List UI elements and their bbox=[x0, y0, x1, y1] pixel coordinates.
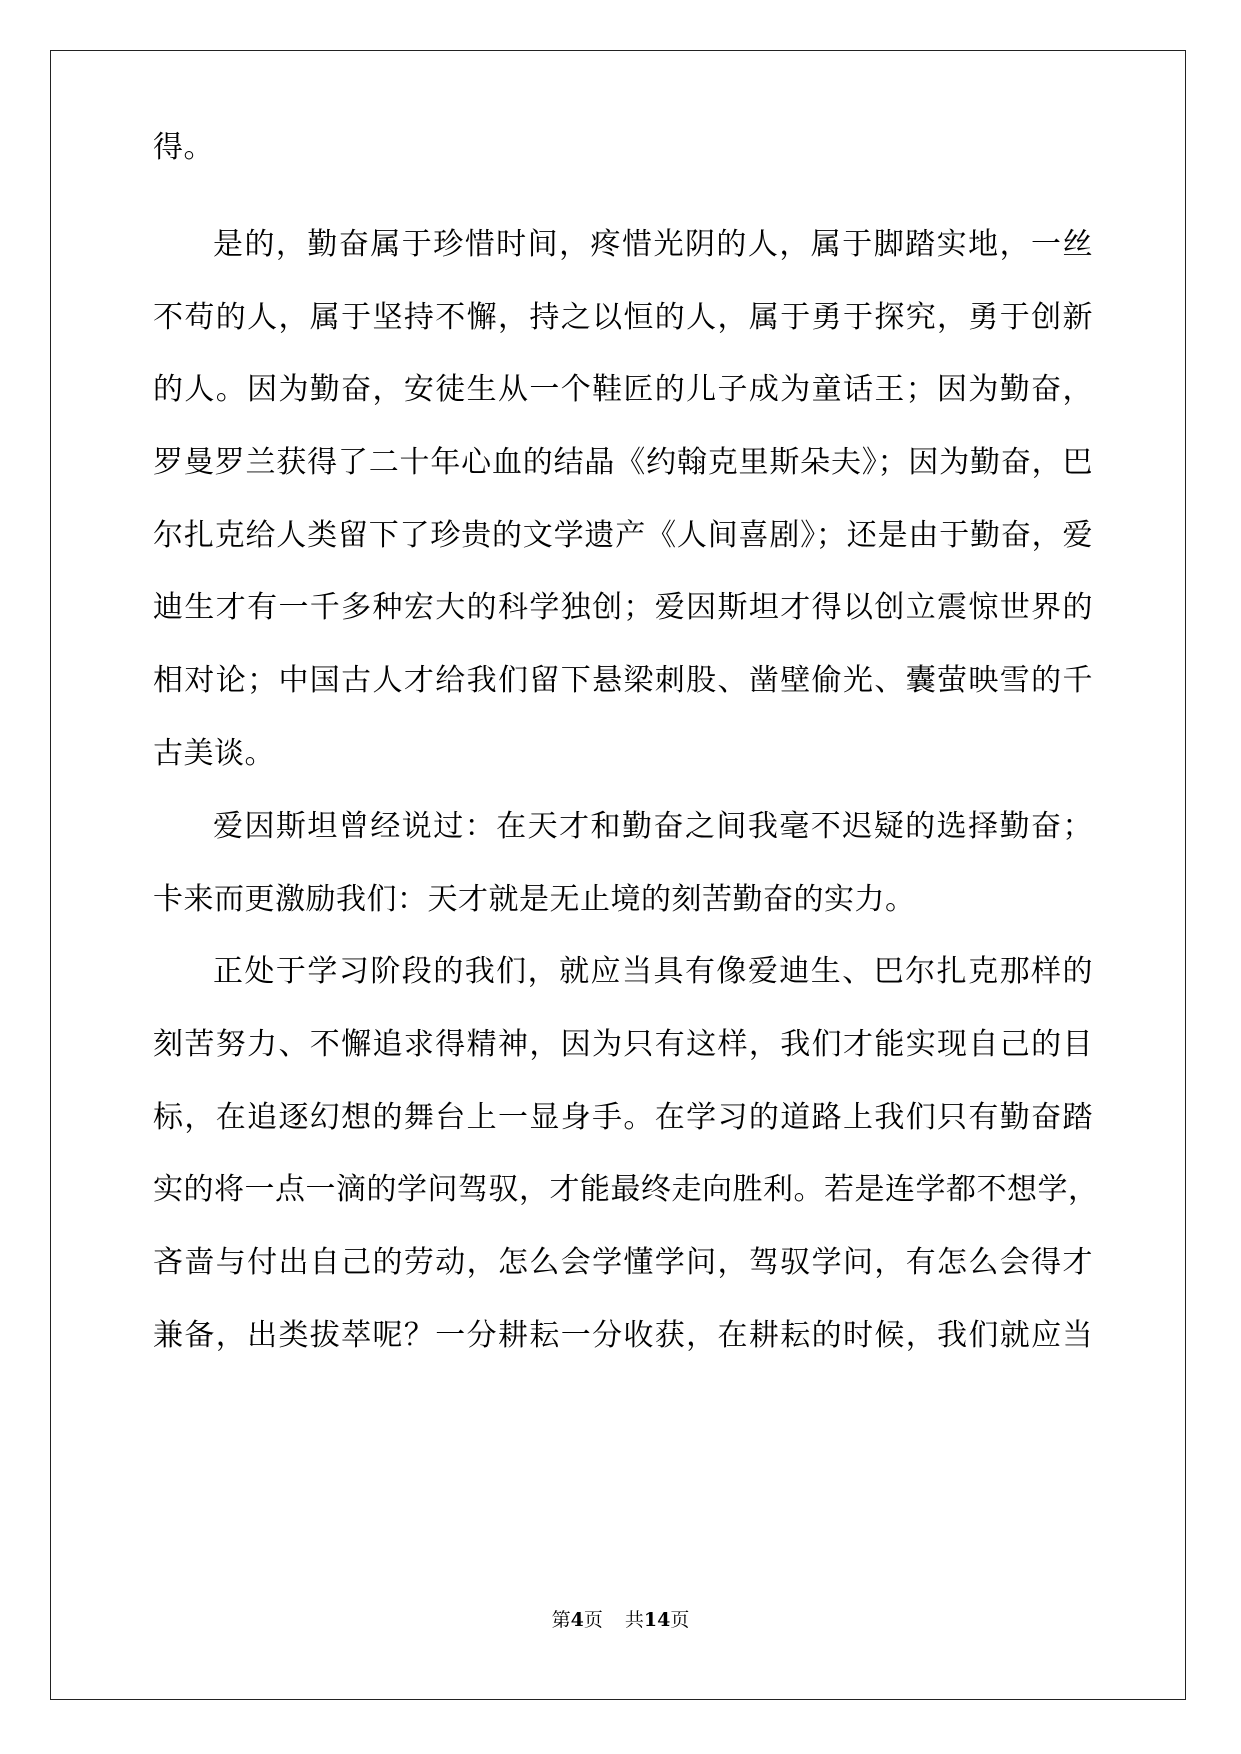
text-line: 尔扎克给人类留下了珍贵的文学遗产《人间喜剧》；还是由于勤奋，爱 bbox=[153, 518, 1093, 553]
text-line: 实的将一点一滴的学问驾驭，才能最终走向胜利。若是连学都不想学， bbox=[153, 1172, 1099, 1207]
text-line: 不苟的人，属于坚持不懈，持之以恒的人，属于勇于探究，勇于创新 bbox=[153, 300, 1093, 335]
footer-total-prefix: 共 bbox=[624, 1609, 644, 1631]
text-line: 迪生才有一千多种宏大的科学独创；爱因斯坦才得以创立震惊世界的 bbox=[153, 590, 1093, 625]
text-line: 得。 bbox=[153, 130, 214, 165]
text-line: 正处于学习阶段的我们，就应当具有像爱迪生、巴尔扎克那样的 bbox=[213, 954, 1093, 989]
current-page-number: 4 bbox=[570, 1609, 584, 1631]
page-footer bbox=[0, 1608, 1241, 1632]
footer-total-suffix: 页 bbox=[670, 1609, 690, 1631]
text-line: 刻苦努力、不懈追求得精神，因为只有这样，我们才能实现自己的目 bbox=[153, 1027, 1093, 1062]
text-line: 的人。因为勤奋，安徒生从一个鞋匠的儿子成为童话王；因为勤奋， bbox=[153, 372, 1093, 407]
text-line: 卡来而更激励我们：天才就是无止境的刻苦勤奋的实力。 bbox=[153, 882, 916, 917]
total-page-count: 14 bbox=[643, 1609, 671, 1631]
text-line: 相对论；中国古人才给我们留下悬梁刺股、凿壁偷光、囊萤映雪的千 bbox=[153, 663, 1093, 698]
text-line: 爱因斯坦曾经说过：在天才和勤奋之间我毫不迟疑的选择勤奋； bbox=[213, 809, 1093, 844]
text-line: 吝啬与付出自己的劳动，怎么会学懂学问，驾驭学问，有怎么会得才 bbox=[153, 1245, 1093, 1280]
text-line: 是的，勤奋属于珍惜时间，疼惜光阴的人，属于脚踏实地，一丝 bbox=[213, 227, 1093, 262]
footer-page-prefix: 第 bbox=[551, 1609, 571, 1631]
text-line: 罗曼罗兰获得了二十年心血的结晶《约翰克里斯朵夫》；因为勤奋，巴 bbox=[153, 445, 1093, 480]
text-line: 兼备，出类拔萃呢？一分耕耘一分收获，在耕耘的时候，我们就应当 bbox=[153, 1318, 1093, 1353]
text-line: 标，在追逐幻想的舞台上一显身手。在学习的道路上我们只有勤奋踏 bbox=[153, 1100, 1093, 1135]
text-line: 古美谈。 bbox=[153, 736, 275, 771]
footer-page-suffix: 页 bbox=[583, 1609, 603, 1631]
